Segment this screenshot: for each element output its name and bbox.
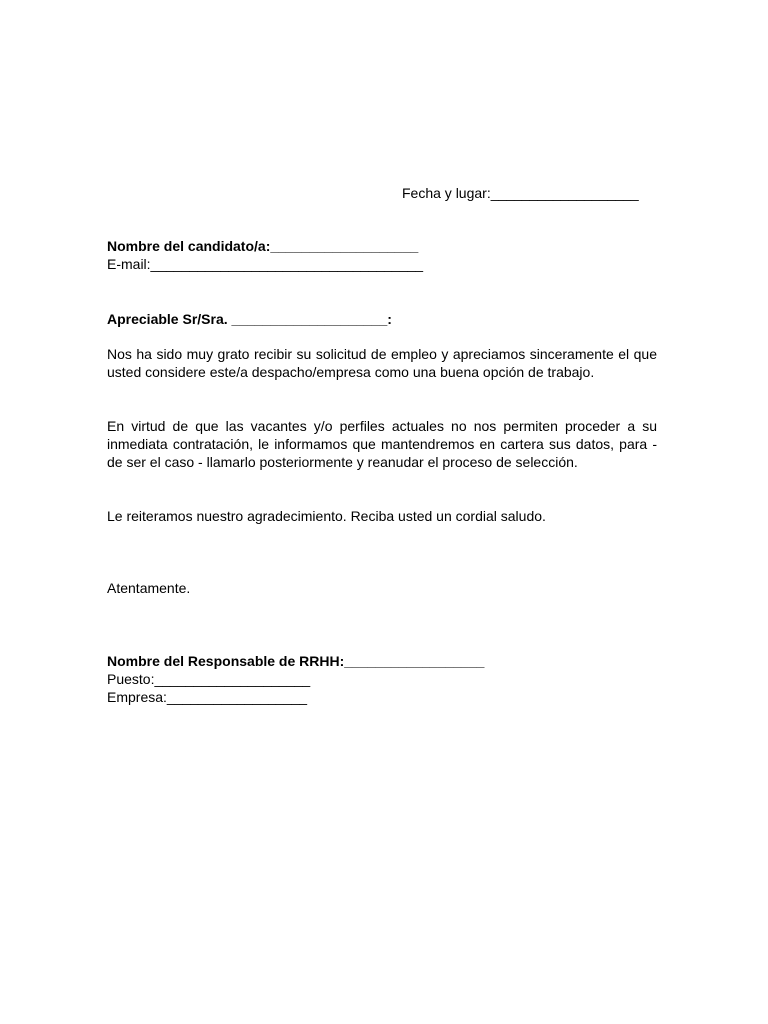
date-place-line: Fecha y lugar:___________________ — [402, 185, 639, 201]
body-paragraph-2: En virtud de que las vacantes y/o perfiles actuales no nos permiten proceder a su inmediata contratación, le informamos que mantendremos en cartera sus datos, para - de ser el caso - llamarlo posteriormente y reanudar el proceso de selección. — [107, 418, 657, 470]
responsible-name-line: Nombre del Responsable de RRHH:__________________ — [107, 653, 485, 669]
position-line: Puesto:____________________ — [107, 671, 311, 687]
closing: Atentamente. — [107, 580, 191, 596]
candidate-email-line: E-mail:___________________________________ — [107, 256, 424, 272]
company-line: Empresa:__________________ — [107, 689, 308, 705]
body-paragraph-1: Nos ha sido muy grato recibir su solicitud de empleo y apreciamos sinceramente el que usted considere este/a despacho/empresa como una buena opción de trabajo. — [107, 346, 657, 380]
salutation: Apreciable Sr/Sra. ____________________: — [107, 311, 392, 327]
candidate-name-line: Nombre del candidato/a:___________________ — [107, 238, 419, 254]
body-paragraph-3: Le reiteramos nuestro agradecimiento. Reciba usted un cordial saludo. — [107, 508, 546, 524]
